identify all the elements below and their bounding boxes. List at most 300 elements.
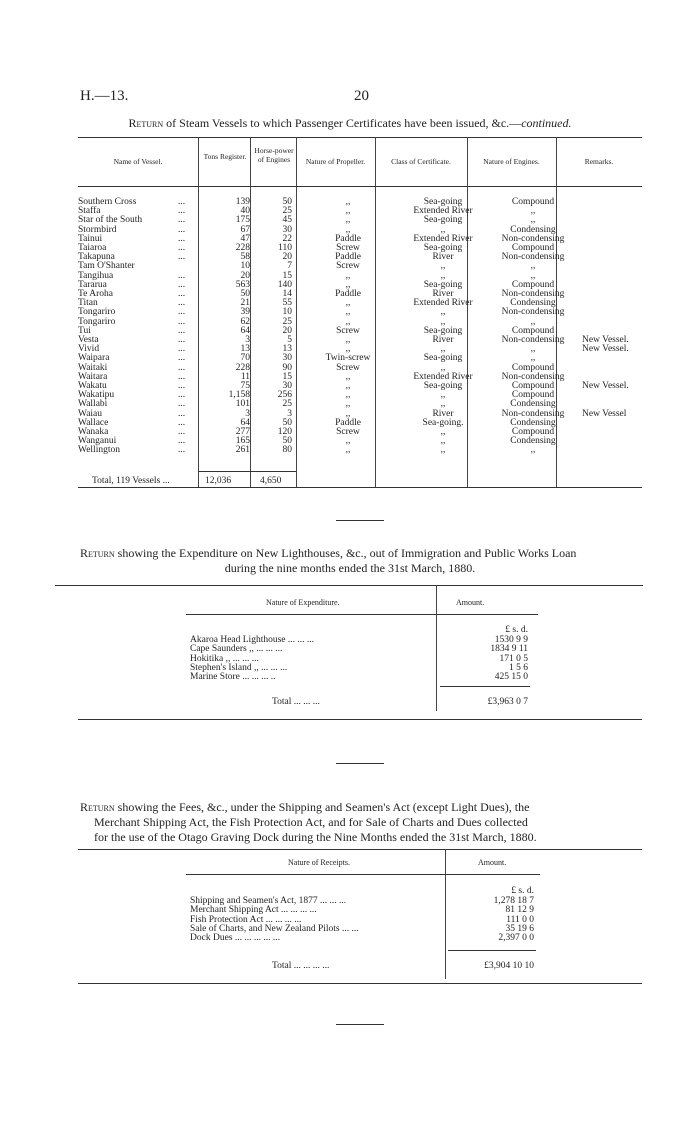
vessel-name: Tam O'Shanter [78,261,135,272]
leader-dots: ... [178,197,186,207]
leader-dots: ... [178,215,186,226]
remarks: New Vessel. [582,344,629,355]
tons-register: 39 [240,307,250,318]
remarks [576,216,642,225]
vessel-name: Wakatipu [78,390,115,401]
horsepower: 120 [277,427,292,438]
engine-type: Compound [511,325,555,336]
engine-type: ,, [530,270,536,281]
horsepower: 22 [282,233,292,244]
engine-type: ,, [530,344,536,355]
engine-type: Compound [511,390,555,401]
table-row [78,290,642,299]
list-item: Merchant Shipping Act ... ... ... ... [190,905,317,916]
engine-type: Condensing [510,436,556,447]
list-item: Stephen's Island ,, ... ... ... [190,662,288,673]
column-header-name: Name of Vessel. [113,157,163,166]
vessel-name: Wanaka [78,427,109,438]
vessel-name: Vesta [78,335,99,346]
table-row [78,272,642,281]
engine-type: Condensing [510,417,556,428]
tons-register: 50 [240,289,250,300]
fees-table-title: Return showing the Fees, &c., under the Shipping and Seamen's Act (except Light Dues), the Merchant Shipping Act, the Fish Protection Act, and for Sale of Charts and Dues collected for the use of the Otago Graving Dock during the Nine Months ended the 31st March, 1880. [80,800,537,844]
tons-register: 139 [235,197,250,207]
vessel-name: Waiau [78,408,103,419]
certificate-class: River [432,408,454,419]
amount-value: 1530 9 9 [494,635,528,645]
engine-type: Compound [511,279,555,290]
section-separator [336,763,384,764]
vessel-name: Tangihua [78,270,114,281]
currency-header: £ s. d. [511,886,534,896]
vessels-total-tons: 12,036 [205,476,232,486]
certificate-class: Sea-going [423,197,463,207]
vessel-name: Waitaki [78,362,108,373]
table-rule-bottom [78,719,642,720]
vessels-table [78,198,642,456]
section-separator [336,520,384,521]
propeller: ,, [345,399,351,410]
lighthouse-total-label: Total ... ... ... [272,697,320,707]
tons-register: 10 [240,261,250,272]
propeller: ,, [345,445,351,456]
remarks [576,198,642,207]
leader-dots: ... [178,427,186,438]
list-item: Fish Protection Act ... ... ... ... [190,914,302,925]
vessel-name: Staffa [78,206,101,217]
engine-type: ,, [530,316,536,327]
horsepower: 30 [282,353,292,364]
remarks [576,354,642,363]
table-row [78,382,642,391]
leader-dots: ... [178,316,186,327]
remarks [576,290,642,299]
certificate-class: ,, [440,399,446,410]
list-item: Marine Store ... ... ... .. [190,672,276,683]
horsepower: 13 [282,344,292,355]
column-header-amount: Amount. [478,858,507,867]
leader-dots: ... [178,224,186,235]
horsepower: 90 [282,362,292,373]
horsepower: 110 [278,243,292,254]
remarks [576,226,642,235]
table-row [78,207,642,216]
tons-register: 47 [240,233,250,244]
total-rule [440,686,530,687]
leader-dots: ... [178,399,186,410]
vessel-name: Te Aroha [78,289,113,300]
engine-type: Non-condensing [501,233,565,244]
remarks [576,437,642,446]
tons-register: 21 [240,298,250,309]
remarks [576,364,642,373]
list-item: Akaroa Head Lighthouse ... ... ... [190,635,314,645]
engine-type: ,, [530,215,536,226]
horsepower: 30 [282,381,292,392]
remarks [576,253,642,262]
table-row [78,419,642,428]
tons-register: 101 [235,399,250,410]
leader-dots: ... [178,279,186,290]
remarks [576,244,642,253]
certificate-class: Extended River [413,371,473,382]
column-header-certificate: Class of Certificate. [391,157,451,166]
column-header-horsepower: Horse-power of Engines [254,146,294,164]
lighthouse-total-amount: £3,963 0 7 [487,697,528,707]
total-rule [448,950,536,951]
vessels-total-label: Total, 119 Vessels ... [92,476,170,486]
vessel-name: Waitara [78,371,108,382]
propeller: ,, [345,307,351,318]
amount-value: 81 12 9 [505,905,534,916]
leader-dots: ... [178,298,186,309]
leader-dots: ... [178,307,186,318]
certificate-class: Sea-going [423,215,463,226]
tons-register: 64 [240,325,250,336]
tons-register: 20 [240,270,250,281]
propeller: ,, [345,335,351,346]
vessels-total-horsepower: 4,650 [260,476,282,486]
amount-value: 425 15 0 [494,672,528,683]
table-row [78,308,642,317]
propeller: ,, [345,371,351,382]
table-row [78,235,642,244]
horsepower: 50 [282,417,292,428]
remarks: New Vessel. [582,381,629,392]
table-row [78,437,642,446]
certificate-class: Sea-going. [422,417,464,428]
remarks: New Vessel. [582,335,629,346]
certificate-class: River [432,252,454,263]
tons-register: 62 [240,316,250,327]
horsepower: 20 [282,325,292,336]
vessel-name: Tongariro [78,307,116,318]
tons-register: 277 [235,427,250,438]
horsepower: 50 [282,197,292,207]
propeller: Screw [336,261,360,272]
engine-type: Compound [511,427,555,438]
table-row [78,198,642,207]
horsepower: 25 [282,206,292,217]
table-rule-header [186,614,538,615]
remarks [576,281,642,290]
propeller: Paddle [335,252,361,263]
vessel-name: Wallabi [78,399,108,410]
vessel-name: Wakatu [78,381,107,392]
column-header-amount: Amount. [456,598,485,607]
propeller: Screw [336,243,360,254]
certificate-class: ,, [440,224,446,235]
engine-type: ,, [530,353,536,364]
tons-register: 228 [235,362,250,373]
horsepower: 45 [282,215,292,226]
horsepower: 50 [282,436,292,447]
table-rule-top [78,137,642,138]
remarks [576,428,642,437]
vessel-name: Tainui [78,233,103,244]
horsepower: 14 [282,289,292,300]
table-row [78,216,642,225]
list-item: Sale of Charts, and New Zealand Pilots ... ... [190,923,359,934]
table-rule-top [78,849,642,850]
leader-dots: ... [178,270,186,281]
tons-register: 165 [235,436,250,447]
propeller: Screw [336,325,360,336]
certificate-class: ,, [440,344,446,355]
horsepower: 25 [282,316,292,327]
table-row [78,428,642,437]
propeller: Screw [336,427,360,438]
table-row [78,391,642,400]
list-item: Dock Dues ... ... ... ... ... [190,933,280,944]
certificate-class: Extended River [413,233,473,244]
engine-type: Condensing [510,224,556,235]
tons-register: 40 [240,206,250,217]
tons-register: 175 [235,215,250,226]
table-rule-bottom [78,487,642,488]
horsepower: 80 [282,445,292,456]
tons-register: 11 [240,371,250,382]
tons-register: 3 [245,335,250,346]
amount-value: 35 19 6 [505,923,534,934]
list-item: Hokitika ,, ... ... ... [190,653,259,664]
horsepower: 25 [282,399,292,410]
column-header-remarks: Remarks. [584,157,614,166]
certificate-class: River [432,289,454,300]
propeller: ,, [345,344,351,355]
remarks [576,308,642,317]
certificate-class: Sea-going [423,279,463,290]
column-divider [445,849,446,979]
remarks [576,262,642,271]
horsepower: 20 [282,252,292,263]
propeller: Twin-screw [325,353,371,364]
propeller: ,, [345,390,351,401]
leader-dots: ... [178,445,186,456]
remarks [576,272,642,281]
leader-dots: ... [178,325,186,336]
certificate-class: ,, [440,436,446,447]
fee-total-label: Total ... ... ... ... [272,961,330,971]
leader-dots: ... [178,353,186,364]
column-header-engines: Nature of Engines. [483,157,540,166]
leader-dots: ... [178,243,186,254]
horsepower: 30 [282,224,292,235]
engine-type: Non-condensing [501,307,565,318]
engine-type: ,, [530,206,536,217]
table-row [78,253,642,262]
tons-register: 563 [235,279,250,290]
vessel-name: Takapuna [78,252,115,263]
lighthouse-items [190,636,314,682]
vessel-name: Southern Cross [78,197,137,207]
column-header-tons: Tons Register. [203,152,247,161]
amount-value: 1,278 18 7 [493,896,534,906]
propeller: ,, [345,298,351,309]
list-item: Cape Saunders ,, ... ... ... [190,644,283,655]
engine-type: Compound [511,362,555,373]
vessel-name: Wellington [78,445,120,456]
propeller: ,, [345,316,351,327]
propeller: Paddle [335,233,361,244]
tons-register: 228 [235,243,250,254]
leader-dots: ... [178,436,186,447]
lighthouse-amounts [440,636,528,682]
engine-type: Condensing [510,298,556,309]
tons-register: 75 [240,381,250,392]
certificate-class: Extended River [413,206,473,217]
leader-dots: ... [178,381,186,392]
table-rule-top [55,585,643,586]
engine-type: Non-condensing [501,252,565,263]
lighthouses-table-title: Return showing the Expenditure on New Lighthouses, &c., out of Immigration and Public Works Loan during the nine months ended the 31st March, 1880. [80,546,577,575]
remarks [576,318,642,327]
certificate-class: ,, [440,445,446,456]
engine-type: Non-condensing [501,289,565,300]
leader-dots: ... [178,417,186,428]
certificate-class: ,, [440,307,446,318]
propeller: ,, [345,270,351,281]
section-separator [336,1024,384,1025]
amount-value: 111 0 0 [506,914,534,925]
certificate-class: ,, [440,270,446,281]
propeller: ,, [345,381,351,392]
leader-dots: ... [178,206,186,217]
certificate-class: River [432,335,454,346]
vessel-name: Titan [78,298,98,309]
tons-register: 1,158 [228,390,250,401]
vessel-name: Star of the South [78,215,143,226]
vessel-name: Wallace [78,417,109,428]
certificate-class: Extended River [413,298,473,309]
amount-value: 1 5 6 [509,662,528,673]
remarks [576,299,642,308]
vessel-name: Taiaroa [78,243,107,254]
certificate-class: Sea-going [423,381,463,392]
horsepower: 15 [282,270,292,281]
engine-type: ,, [530,445,536,456]
certificate-class: Sea-going [423,243,463,254]
leader-dots: ... [178,335,186,346]
engine-type: Compound [511,243,555,254]
table-row [78,446,642,455]
remarks [576,391,642,400]
leader-dots: ... [178,233,186,244]
vessel-name: Vivid [78,344,100,355]
horsepower: 7 [287,261,292,272]
amount-value: 171 0 5 [499,653,528,664]
engine-type: Compound [511,197,555,207]
column-header-expenditure: Nature of Expenditure. [266,598,340,607]
tons-register: 67 [240,224,250,235]
remarks [576,235,642,244]
remarks [576,446,642,455]
leader-dots: ... [178,289,186,300]
propeller: Paddle [335,289,361,300]
engine-type: Non-condensing [501,335,565,346]
propeller: ,, [345,215,351,226]
leader-dots: ... [178,371,186,382]
horsepower: 15 [282,371,292,382]
vessel-name: Stormbird [78,224,117,235]
document-reference: H.—13. [80,88,129,104]
horsepower: 140 [277,279,292,290]
certificate-class: ,, [440,316,446,327]
page-header [0,88,700,108]
vessel-name: Tararua [78,279,107,290]
engine-type: ,, [530,261,536,272]
remarks: New Vessel [582,408,627,419]
table-row [78,262,642,271]
horsepower: 256 [277,390,292,401]
fee-total-amount: £3,904 10 10 [484,961,534,971]
table-row [78,354,642,363]
currency-header: £ s. d. [505,625,528,635]
leader-dots: ... [178,344,186,355]
propeller: Screw [336,362,360,373]
tons-register: 3 [245,408,250,419]
engine-type: Non-condensing [501,371,565,382]
certificate-class: Sea-going [423,353,463,364]
propeller: ,, [345,206,351,217]
propeller: Paddle [335,417,361,428]
table-rule-header [78,186,642,187]
vessel-name: Tui [78,325,91,336]
engine-type: Compound [511,381,555,392]
column-divider [436,585,437,711]
horsepower: 3 [287,408,292,419]
tons-register: 58 [240,252,250,263]
total-rule [198,471,296,472]
propeller: ,, [345,436,351,447]
leader-dots: ... [178,362,186,373]
tons-register: 261 [235,445,250,456]
propeller: ,, [345,197,351,207]
certificate-class: ,, [440,427,446,438]
remarks [576,207,642,216]
vessels-table-title: Return of Steam Vessels to which Passenger Certificates have been issued, &c.—continued. [128,116,572,130]
vessel-name: Tongariro [78,316,116,327]
table-rule-bottom [78,983,642,984]
table-rule-header [186,874,540,875]
list-item: Shipping and Seamen's Act, 1877 ... ... ... [190,896,347,906]
certificate-class: ,, [440,362,446,373]
table-row [78,373,642,382]
leader-dots: ... [178,252,186,263]
fee-amounts [448,897,534,943]
vessel-name: Waipara [78,353,110,364]
propeller: ,, [345,408,351,419]
fee-items [190,897,359,943]
table-row [78,336,642,345]
certificate-class: Sea-going [423,325,463,336]
tons-register: 13 [240,344,250,355]
column-header-propeller: Nature of Propeller. [305,157,366,166]
amount-value: 1834 9 11 [490,644,528,655]
horsepower: 5 [287,335,292,346]
vessel-name: Wanganui [78,436,117,447]
horsepower: 10 [282,307,292,318]
amount-value: 2,397 0 0 [498,933,534,944]
certificate-class: ,, [440,261,446,272]
table-row [78,318,642,327]
tons-register: 64 [240,417,250,428]
propeller: ,, [345,224,351,235]
leader-dots: ... [178,408,186,419]
propeller: ,, [345,279,351,290]
column-header-receipts: Nature of Receipts. [288,858,350,867]
remarks [576,419,642,428]
